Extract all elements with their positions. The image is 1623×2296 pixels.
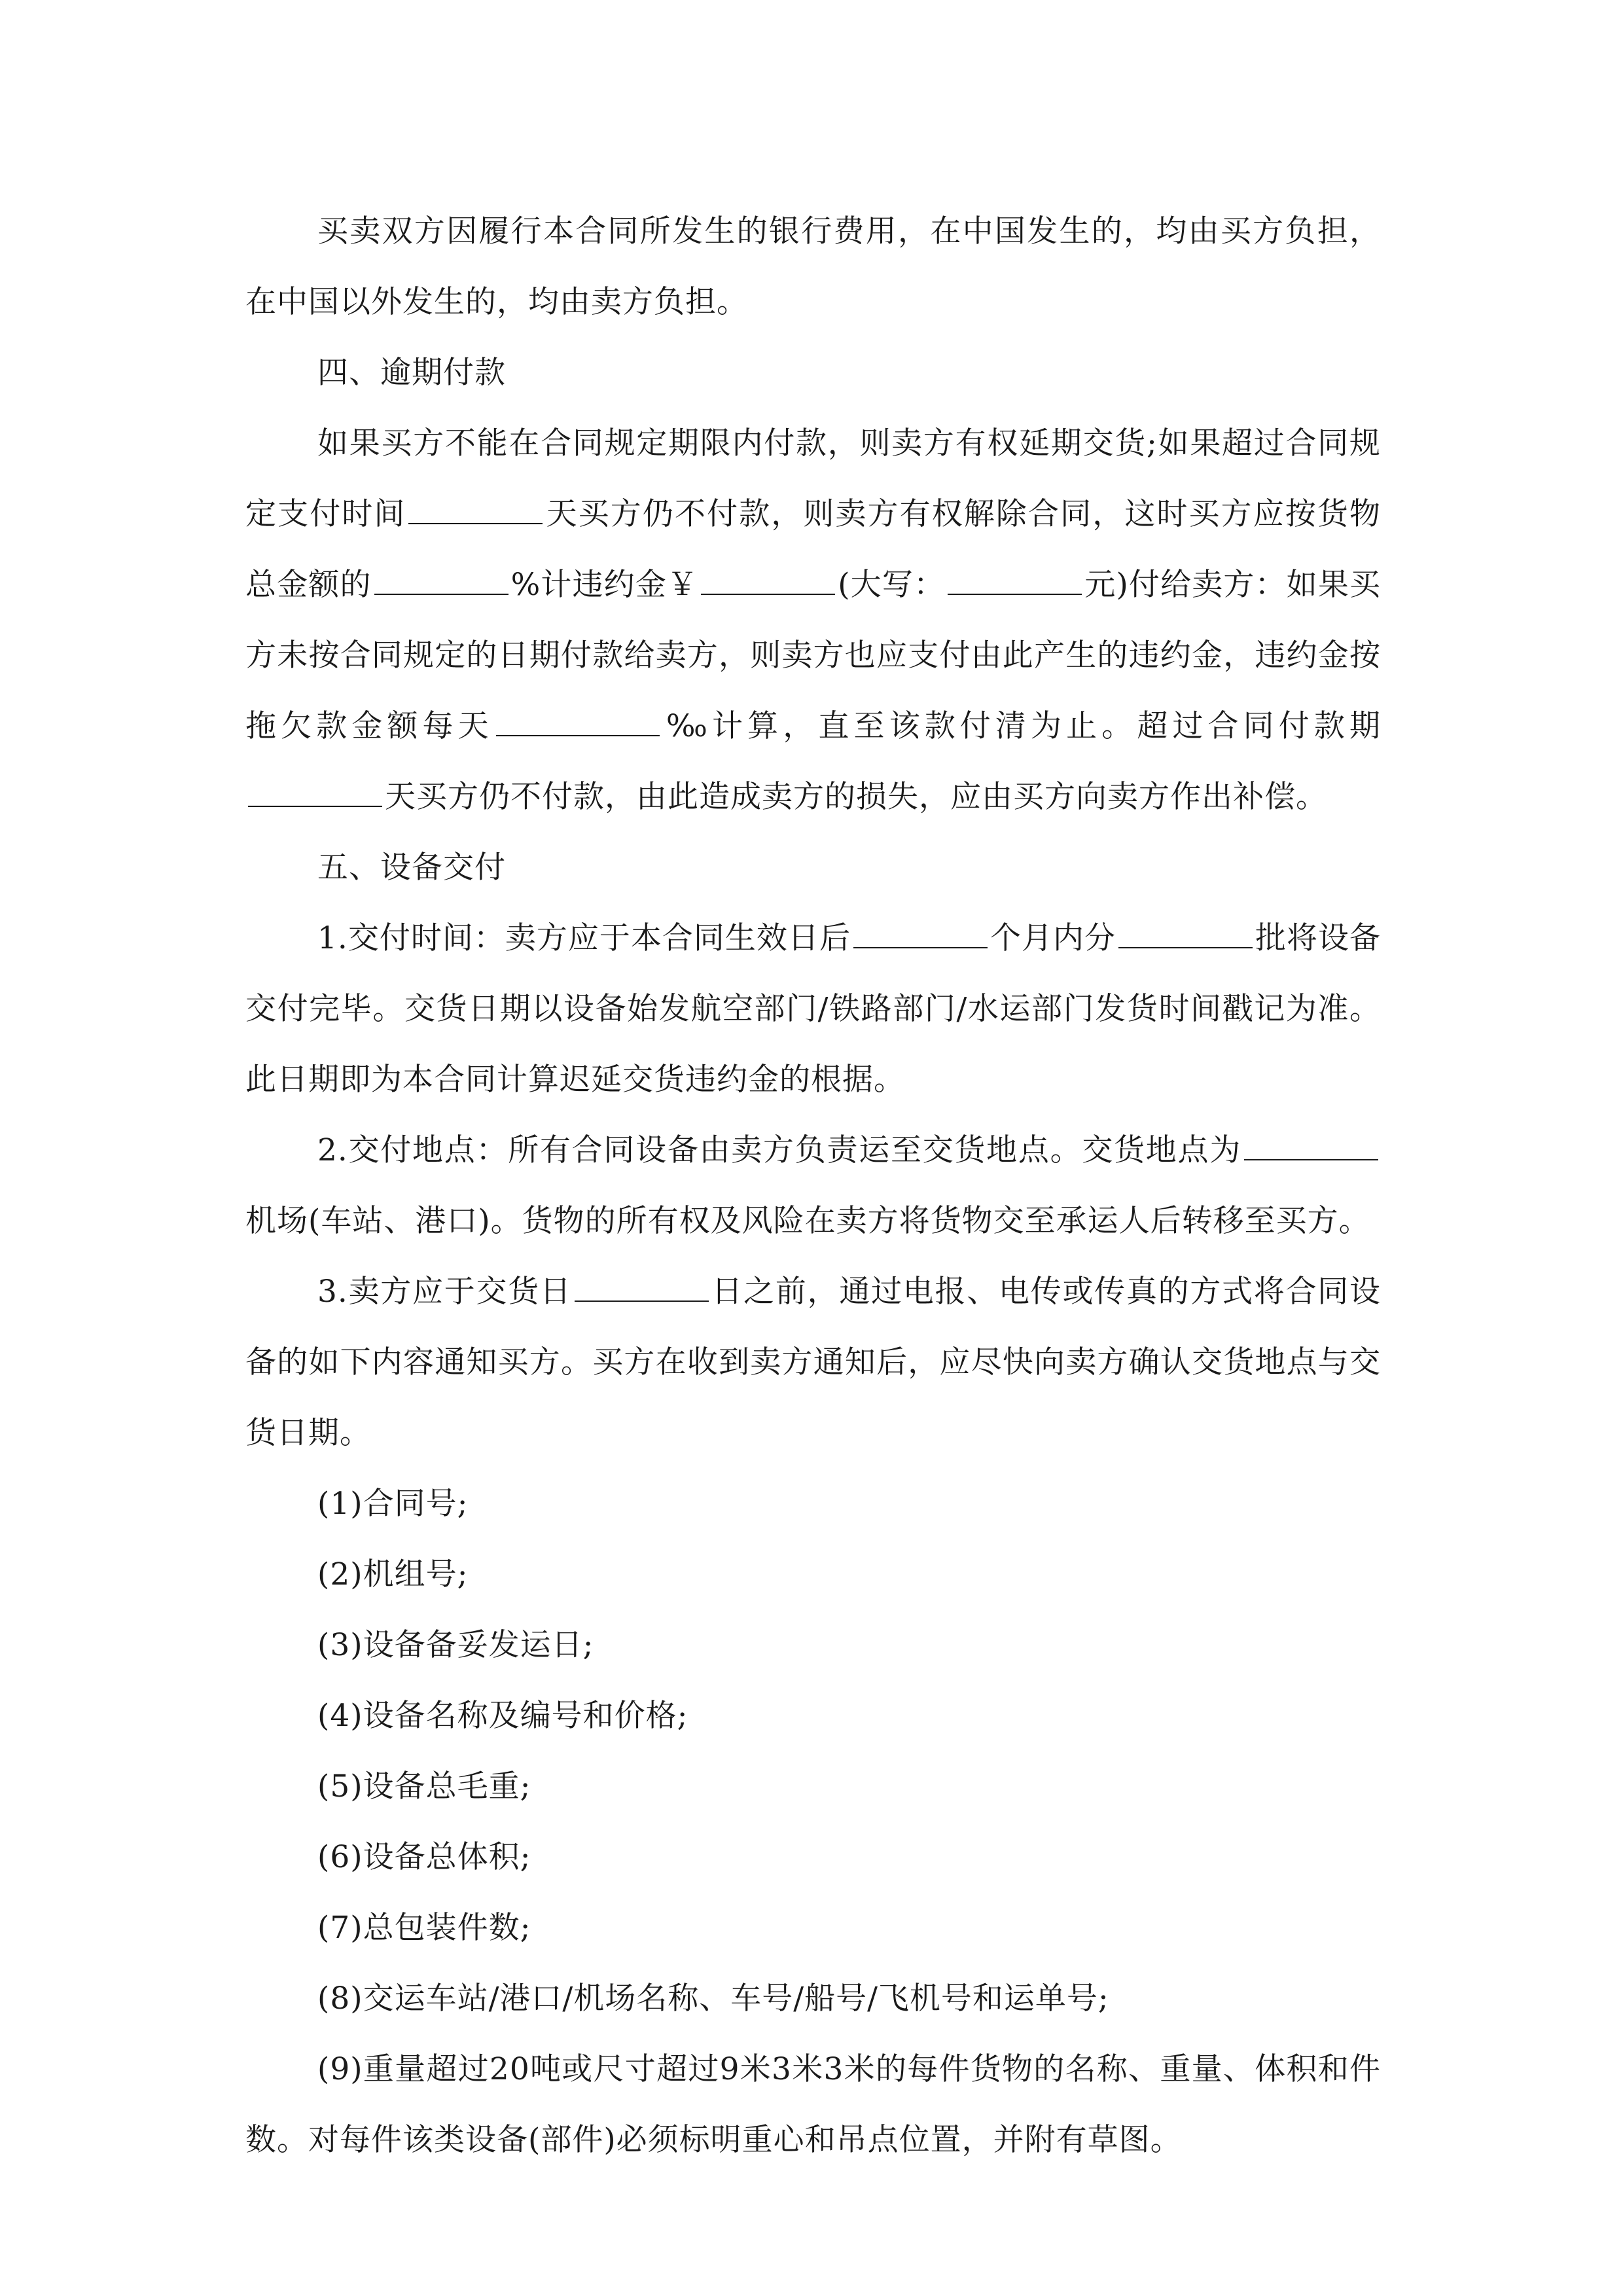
blank-field-notice-days [575, 1274, 709, 1302]
blank-field-amount-words [948, 567, 1082, 595]
blank-field-overdue-days [248, 780, 382, 807]
text-segment: 批将设备交付完毕。交货日期以设备始发航空部门/铁路部门/水运部门发货时间戳记为准。此日期即为本合同计算迟延交货违约金的根据。 [245, 920, 1382, 1098]
paragraph-overdue-payment [245, 408, 1381, 833]
text-segment: 个月内分 [990, 920, 1116, 956]
text-segment: 机场(车站、港口)。货物的所有权及风险在卖方将货物交至承运人后转移至买方。 [245, 1203, 1370, 1239]
blank-field-batches [1118, 921, 1253, 948]
text-segment: 元)付给卖方：如果买方未按合同规定的日期付款给卖方，则卖方也应支付由此产生的违约金，违约金按拖欠款金额每天 [245, 567, 1381, 744]
paragraph-delivery-time [245, 903, 1381, 1115]
list-item: (5)设备总毛重; [317, 1768, 531, 1804]
text-segment: 2.交付地点：所有合同设备由卖方负责运至交货地点。交货地点为 [317, 1132, 1241, 1168]
list-item: (2)机组号; [317, 1556, 469, 1592]
blank-field-days [408, 497, 543, 524]
blank-field-place [1244, 1133, 1378, 1160]
list-item: (4)设备名称及编号和价格; [317, 1698, 688, 1734]
text-segment: 如果买方不能在合同规定期限内付款，则卖方有权延期交货;如果超过合同规定支付时间 [245, 425, 1381, 532]
paragraph-delivery-place [245, 1115, 1381, 1257]
text-segment: 天买方仍不付款，则卖方有权解除合同，这时买方应按货物总金额的 [245, 496, 1381, 603]
blank-field-percent [374, 567, 508, 595]
list-item: (6)设备总体积; [317, 1839, 531, 1875]
blank-field-months [853, 921, 988, 948]
document-body [245, 196, 1381, 2176]
blank-field-daily-rate [496, 709, 660, 736]
text-segment: ‰计算，直至该款付清为止。超过合同付款期 [662, 708, 1381, 744]
text-segment: 天买方仍不付款，由此造成卖方的损失，应由买方向卖方作出补偿。 [385, 779, 1327, 815]
list-item: (7)总包装件数; [317, 1910, 531, 1946]
heading-overdue-payment: 四、逾期付款 [317, 355, 506, 391]
text-segment: %计违约金￥ [510, 567, 699, 603]
paragraph-heavy-goods: (9)重量超过20吨或尺寸超过9米3米3米的每件货物的名称、重量、体积和件数。对每件该类设备(部件)必须标明重心和吊点位置，并附有草图。 [245, 2051, 1381, 2158]
text-segment: 3.卖方应于交货日 [317, 1274, 572, 1310]
text-segment: 1.交付时间：卖方应于本合同生效日后 [317, 920, 851, 956]
blank-field-amount [701, 567, 835, 595]
list-item: (1)合同号; [317, 1486, 469, 1522]
text-segment: (大写： [838, 567, 946, 603]
list-item: (8)交运车站/港口/机场名称、车号/船号/飞机号和运单号; [317, 1981, 1109, 2017]
paragraph-bank-fees: 买卖双方因履行本合同所发生的银行费用，在中国发生的，均由买方负担，在中国以外发生的，均由卖方负担。 [245, 213, 1381, 320]
paragraph-delivery-notice [245, 1257, 1381, 1469]
list-item: (3)设备备妥发运日; [317, 1627, 594, 1663]
heading-equipment-delivery: 五、设备交付 [317, 850, 506, 886]
text-segment: 日之前，通过电报、电传或传真的方式将合同设备的如下内容通知买方。买方在收到卖方通知后，应尽快向卖方确认交货地点与交货日期。 [245, 1274, 1382, 1451]
